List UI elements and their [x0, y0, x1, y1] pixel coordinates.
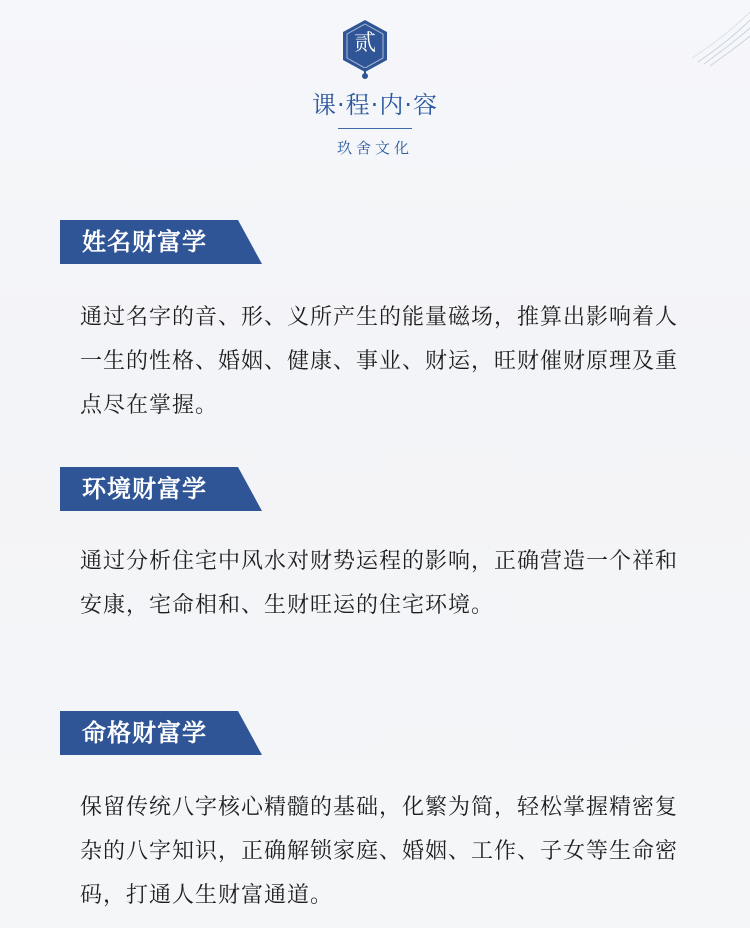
title-part-2: 程 — [345, 91, 371, 119]
section-title: 命格财富学 — [82, 719, 207, 747]
title-part-4: 容 — [412, 91, 438, 119]
emblem-badge — [339, 18, 391, 84]
section-banner-name-wealth — [60, 220, 262, 264]
title-part-1: 课 — [312, 91, 338, 119]
page-subtitle: 玖舍文化 — [336, 139, 413, 157]
section-body: 通过名字的音、形、义所产生的能量磁场，推算出影响着人一生的性格、婚姻、健康、事业、财运，旺财催财原理及重点尽在掌握。 — [80, 305, 679, 418]
page-title — [0, 90, 750, 120]
title-separator: · — [370, 91, 380, 119]
title-part-3: 内 — [379, 91, 405, 119]
title-separator: · — [337, 91, 346, 119]
title-divider — [338, 128, 412, 129]
section-body: 保留传统八字核心精髓的基础，化繁为简，轻松掌握精密复杂的八字知识，正确解锁家庭、婚姻、工作、子女等生命密码，打通人生财富通道。 — [80, 795, 679, 908]
section-banner-environment-wealth — [60, 467, 262, 511]
section-body: 通过分析住宅中风水对财势运程的影响，正确营造一个祥和安康，宅命相和、生财旺运的住宅环境。 — [80, 549, 679, 618]
section-banner-destiny-wealth — [60, 711, 262, 755]
corner-decoration — [690, 0, 750, 70]
section-title: 环境财富学 — [82, 475, 207, 503]
emblem-character: 贰 — [353, 31, 376, 56]
title-separator: · — [404, 91, 413, 119]
section-title: 姓名财富学 — [82, 228, 207, 256]
